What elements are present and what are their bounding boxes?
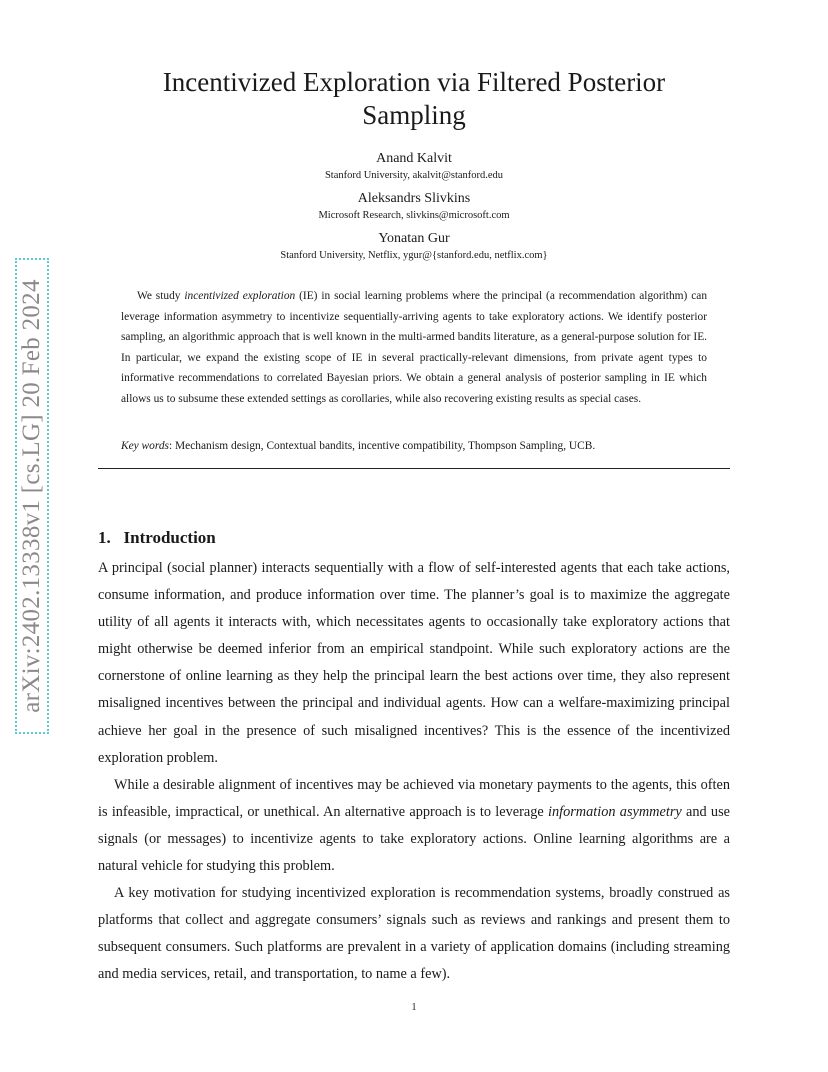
arxiv-identifier: arXiv:2402.13338v1 [cs.LG] 20 Feb 2024: [18, 279, 45, 713]
title-line-1: Incentivized Exploration via Filtered Posterior: [162, 67, 666, 97]
author-name: Aleksandrs Slivkins: [357, 191, 471, 206]
author-name: Yonatan Gur: [378, 231, 450, 246]
keywords-label: Key words: [121, 440, 169, 452]
author-affiliation: Microsoft Research, slivkins@microsoft.com: [318, 210, 510, 221]
paragraph: A key motivation for studying incentivized exploration is recommendation systems, broadly construed as platforms that collect and aggregate consumers’ signals such as reviews and rankings and present them to subsequent consumers. Such platforms are prevalent in a variety of application domains (including streaming and media services, retail, and transportation, to name a few).: [98, 885, 730, 983]
section-heading: 1. Introduction: [98, 528, 216, 547]
page-number: 1: [411, 1002, 417, 1013]
author-name: Anand Kalvit: [376, 151, 452, 166]
paragraph: While a desirable alignment of incentives may be achieved via monetary payments to the agents, this often is infeasible, impractical, or unethical. An alternative approach is to leverage information asymmetry and use signals (or messages) to incentivize agents to take exploratory actions. Online learning algorithms are a natural vehicle for studying this problem.: [98, 776, 730, 875]
keywords-list: Mechanism design, Contextual bandits, incentive compatibility, Thompson Sampling, UCB.: [175, 440, 596, 452]
author-affiliation: Stanford University, akalvit@stanford.edu: [324, 170, 504, 181]
paragraph: A principal (social planner) interacts sequentially with a flow of self-interested agents that each take actions, consume information, and produce information over time. The planner’s goal is to maximize the aggregate utility of all agents it interacts with, which necessitates agents to occasionally take exploratory actions that might otherwise be deemed inferior from an empirical standpoint. While such exploratory actions are the cornerstone of online learning as they help the principal learn the best actions over time, they also represent misaligned incentives between the principal and individual agents. How can a welfare-maximizing principal achieve her goal in the presence of such misaligned incentives? This is the essence of the incentivized exploration problem.: [98, 560, 730, 766]
abstract-divider: [98, 468, 730, 469]
abstract-text: We study incentivized exploration (IE) in social learning problems where the principal (a recommendation algorithm) can leverage information asymmetry to incentivize sequentially-arriving agents to take exploratory actions. We identify posterior sampling, an algorithmic approach that is well known in the multi-armed bandits literature, as a general-purpose solution for IE. In particular, we expand the existing scope of IE in several practically-relevant dimensions, from private agent types to informative recommendations to correlated Bayesian priors. We obtain a general analysis of posterior sampling in IE which allows us to subsume these extended settings as corollaries, while also recovering existing results as special cases.: [121, 290, 708, 405]
title-line-2: Sampling: [362, 100, 466, 130]
body-text: [98, 555, 730, 989]
abstract-emphasis: incentivized exploration: [184, 290, 296, 302]
keywords: Key words: Mechanism design, Contextual bandits, incentive compatibility, Thompson Sampling, UCB.: [121, 440, 596, 452]
author-affiliation: Stanford University, Netflix, ygur@{stanford.edu, netflix.com}: [280, 250, 548, 261]
abstract: [121, 286, 707, 410]
paper-title: [98, 66, 730, 132]
emphasis: information asymmetry: [548, 803, 682, 820]
